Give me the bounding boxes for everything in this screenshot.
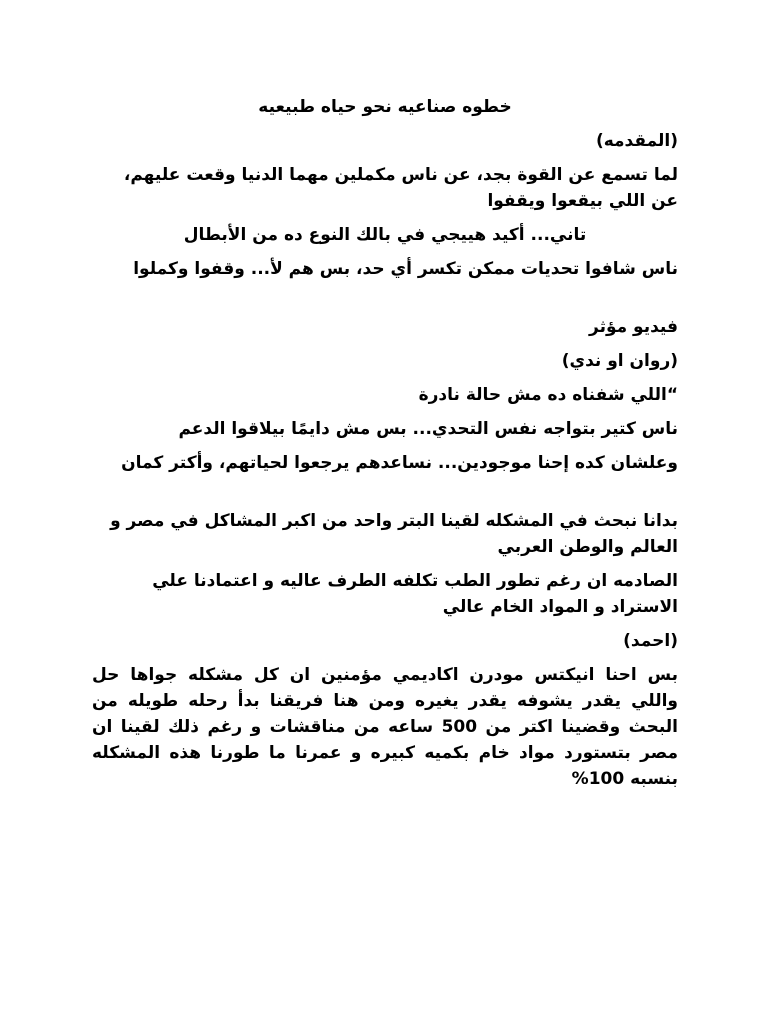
paragraph: تاني... أكيد هييجي في بالك النوع ده من الأبطال bbox=[183, 225, 587, 245]
document-page bbox=[92, 94, 678, 800]
document-title: خطوه صناعيه نحو حياه طبيعيه bbox=[258, 97, 512, 117]
blank-line bbox=[92, 484, 678, 508]
section-heading-video: فيديو مؤثر bbox=[589, 317, 678, 337]
paragraph: لما تسمع عن القوة بجد، عن ناس مكملين مهما الدنيا وقعت عليهم، عن اللي بيقعوا ويقفوا bbox=[123, 165, 678, 211]
section-label-intro: (المقدمه) bbox=[595, 131, 678, 151]
paragraph: الصادمه ان رغم تطور الطب تكلفه الطرف عاليه و اعتمادنا علي الاستراد و المواد الخام عالي bbox=[152, 571, 678, 617]
paragraph: “اللي شفناه ده مش حالة نادرة bbox=[418, 385, 678, 405]
paragraph: وعلشان كده إحنا موجودين... نساعدهم يرجعوا لحياتهم، وأكتر كمان bbox=[121, 453, 678, 473]
paragraph: ناس كتير بتواجه نفس التحدي... بس مش دايمًا بيلاقوا الدعم bbox=[178, 419, 678, 439]
speaker-label: (روان او ندي) bbox=[561, 351, 678, 371]
blank-line bbox=[92, 290, 678, 314]
speaker-label: (احمد) bbox=[623, 631, 678, 651]
paragraph: بس احنا انيكتس مودرن اكاديمي مؤمنين ان كل مشكله جواها حل واللي يقدر يشوفه يقدر يغيره ومن هنا فريقنا بدأ رحله طويله من البحث وقضينا اكتر من 500 ساعه من مناقشات و رغم ذلك لقينا ان مصر بتستورد مواد خام بكميه كبيره و عمرنا ما طورنا هذه المشكله بنسبه 100% bbox=[92, 665, 678, 789]
paragraph: ناس شافوا تحديات ممكن تكسر أي حد، بس هم لأ... وقفوا وكملوا bbox=[133, 259, 678, 279]
paragraph: بدانا نبحث في المشكله لقينا البتر واحد من اكبر المشاكل في مصر و العالم والوطن العربي bbox=[110, 511, 678, 557]
